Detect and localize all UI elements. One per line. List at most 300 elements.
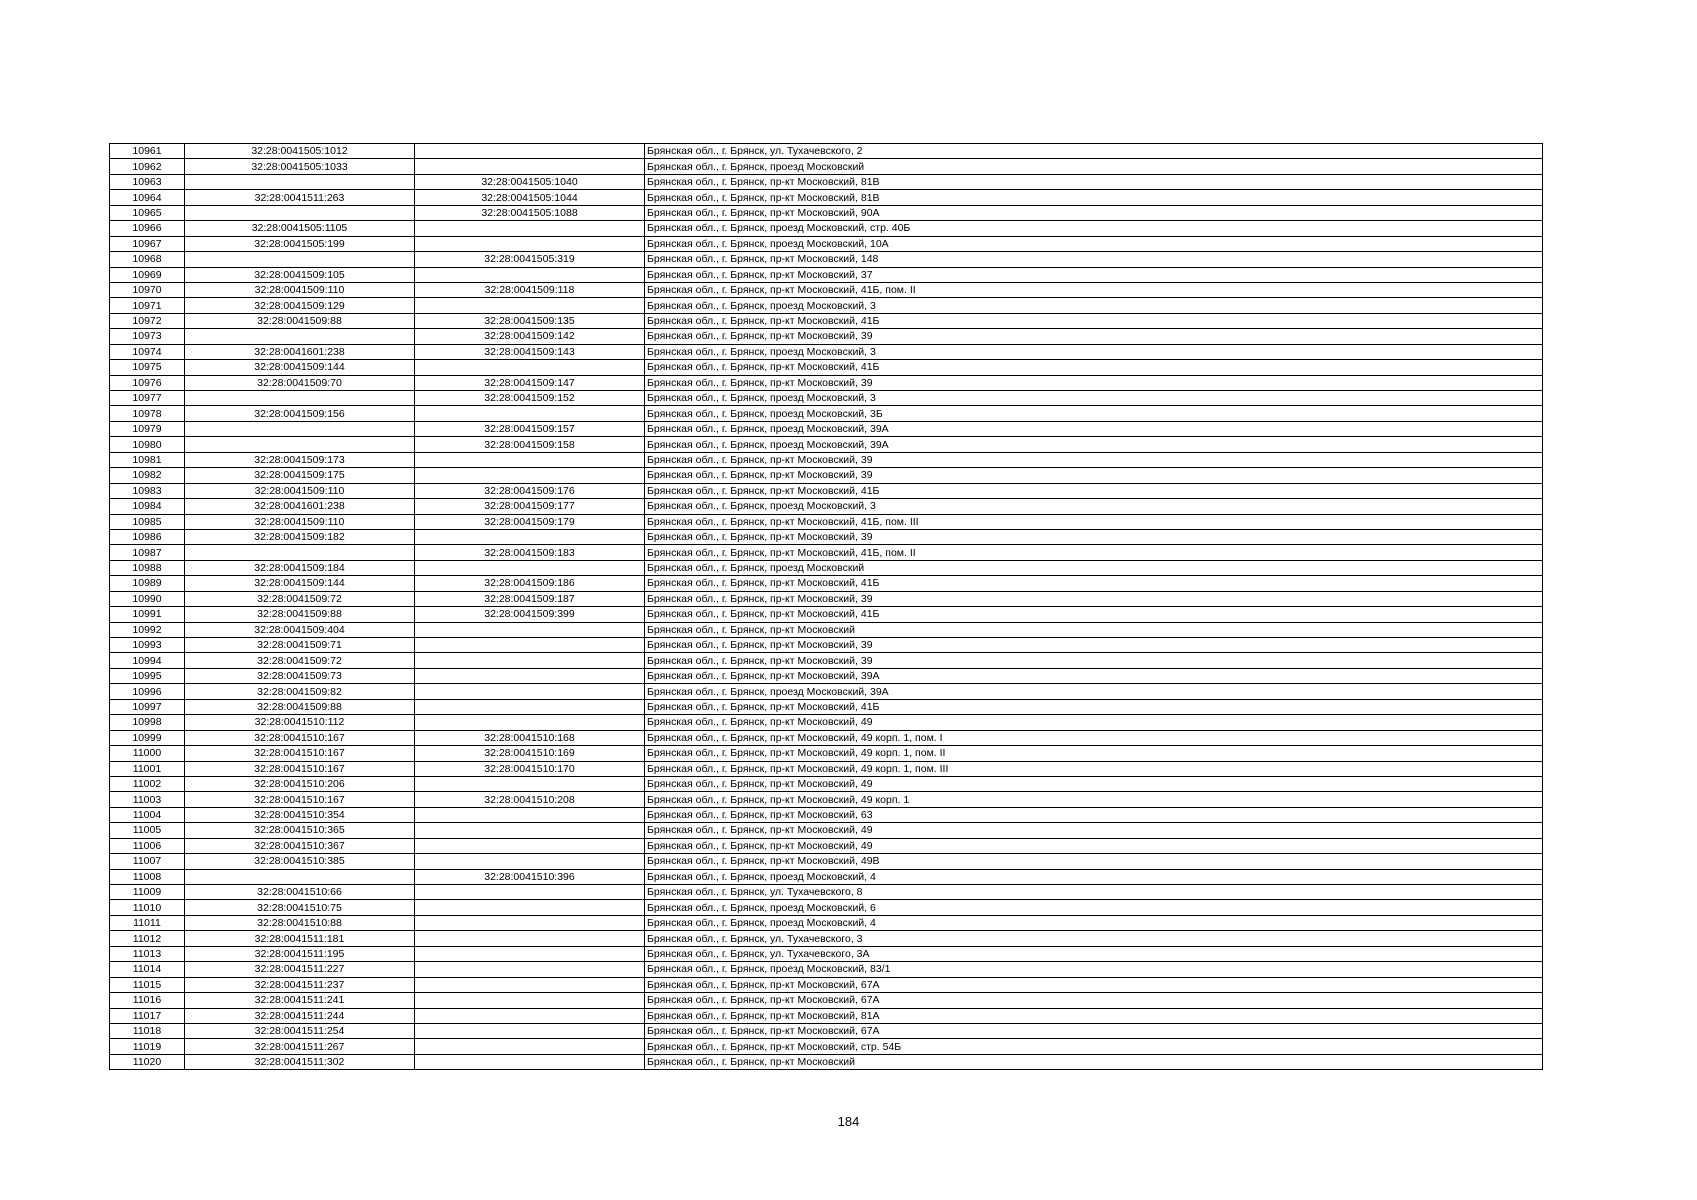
related-cadastral-number-cell — [415, 1054, 645, 1069]
row-number-cell: 10961 — [110, 144, 185, 159]
address-cell: Брянская обл., г. Брянск, проезд Московский, 83/1 — [645, 962, 1543, 977]
cadastral-number-cell: 32:28:0041510:367 — [185, 838, 415, 853]
related-cadastral-number-cell — [415, 1039, 645, 1054]
table-row — [110, 854, 1543, 869]
cadastral-number-cell: 32:28:0041510:365 — [185, 823, 415, 838]
table-row — [110, 993, 1543, 1008]
related-cadastral-number-cell: 32:28:0041509:187 — [415, 591, 645, 606]
cadastral-number-cell: 32:28:0041510:206 — [185, 776, 415, 791]
related-cadastral-number-cell: 32:28:0041509:158 — [415, 437, 645, 452]
address-cell: Брянская обл., г. Брянск, пр-кт Московский, 39А — [645, 668, 1543, 683]
address-cell: Брянская обл., г. Брянск, пр-кт Московский, 81В — [645, 174, 1543, 189]
table-row — [110, 715, 1543, 730]
table-row — [110, 931, 1543, 946]
related-cadastral-number-cell: 32:28:0041510:396 — [415, 869, 645, 884]
row-number-cell: 10970 — [110, 282, 185, 297]
row-number-cell: 11018 — [110, 1023, 185, 1038]
table-row — [110, 915, 1543, 930]
address-cell: Брянская обл., г. Брянск, ул. Тухачевского, 8 — [645, 885, 1543, 900]
row-number-cell: 11010 — [110, 900, 185, 915]
address-cell: Брянская обл., г. Брянск, пр-кт Московский, 90А — [645, 205, 1543, 220]
table-row — [110, 699, 1543, 714]
cadastral-number-cell: 32:28:0041511:302 — [185, 1054, 415, 1069]
row-number-cell: 11006 — [110, 838, 185, 853]
table-row — [110, 267, 1543, 282]
related-cadastral-number-cell: 32:28:0041509:177 — [415, 499, 645, 514]
address-cell: Брянская обл., г. Брянск, пр-кт Московский, 49 — [645, 823, 1543, 838]
address-cell: Брянская обл., г. Брянск, пр-кт Московский, 49В — [645, 854, 1543, 869]
address-cell: Брянская обл., г. Брянск, пр-кт Московский, 63 — [645, 807, 1543, 822]
table-row — [110, 144, 1543, 159]
related-cadastral-number-cell — [415, 854, 645, 869]
address-cell: Брянская обл., г. Брянск, пр-кт Московский, 81В — [645, 190, 1543, 205]
related-cadastral-number-cell — [415, 622, 645, 637]
row-number-cell: 11015 — [110, 977, 185, 992]
address-cell: Брянская обл., г. Брянск, пр-кт Московский, 49 корп. 1 — [645, 792, 1543, 807]
cadastral-number-cell: 32:28:0041509:175 — [185, 468, 415, 483]
address-cell: Брянская обл., г. Брянск, пр-кт Московский, 41Б, пом. II — [645, 282, 1543, 297]
table-body — [110, 144, 1543, 1070]
related-cadastral-number-cell: 32:28:0041509:399 — [415, 607, 645, 622]
table-row — [110, 684, 1543, 699]
table-row — [110, 529, 1543, 544]
row-number-cell: 11011 — [110, 915, 185, 930]
row-number-cell: 10985 — [110, 514, 185, 529]
cadastral-number-cell: 32:28:0041511:244 — [185, 1008, 415, 1023]
table-row — [110, 174, 1543, 189]
address-cell: Брянская обл., г. Брянск, пр-кт Московский — [645, 1054, 1543, 1069]
address-cell: Брянская обл., г. Брянск, проезд Московский, 39А — [645, 684, 1543, 699]
address-cell: Брянская обл., г. Брянск, пр-кт Московский, 41Б — [645, 607, 1543, 622]
address-cell: Брянская обл., г. Брянск, пр-кт Московский, 39 — [645, 468, 1543, 483]
cadastral-number-cell: 32:28:0041511:254 — [185, 1023, 415, 1038]
cadastral-number-cell: 32:28:0041505:1012 — [185, 144, 415, 159]
address-cell: Брянская обл., г. Брянск, пр-кт Московский, 41Б — [645, 483, 1543, 498]
cadastral-number-cell: 32:28:0041511:267 — [185, 1039, 415, 1054]
row-number-cell: 10969 — [110, 267, 185, 282]
cadastral-number-cell: 32:28:0041509:110 — [185, 514, 415, 529]
table-row — [110, 900, 1543, 915]
table-row — [110, 668, 1543, 683]
table-row — [110, 838, 1543, 853]
address-cell: Брянская обл., г. Брянск, пр-кт Московский, 39 — [645, 591, 1543, 606]
cadastral-number-cell: 32:28:0041511:181 — [185, 931, 415, 946]
related-cadastral-number-cell: 32:28:0041509:176 — [415, 483, 645, 498]
row-number-cell: 10984 — [110, 499, 185, 514]
row-number-cell: 10979 — [110, 421, 185, 436]
related-cadastral-number-cell: 32:28:0041505:1088 — [415, 205, 645, 220]
table-row — [110, 452, 1543, 467]
row-number-cell: 11016 — [110, 993, 185, 1008]
related-cadastral-number-cell — [415, 946, 645, 961]
related-cadastral-number-cell — [415, 993, 645, 1008]
address-cell: Брянская обл., г. Брянск, пр-кт Московский, 67А — [645, 977, 1543, 992]
related-cadastral-number-cell — [415, 885, 645, 900]
row-number-cell: 10972 — [110, 313, 185, 328]
table-row — [110, 823, 1543, 838]
row-number-cell: 11020 — [110, 1054, 185, 1069]
cadastral-number-cell: 32:28:0041509:156 — [185, 406, 415, 421]
row-number-cell: 10993 — [110, 638, 185, 653]
cadastral-number-cell: 32:28:0041511:237 — [185, 977, 415, 992]
row-number-cell: 11017 — [110, 1008, 185, 1023]
address-cell: Брянская обл., г. Брянск, пр-кт Московский, 41Б — [645, 360, 1543, 375]
cadastral-number-cell: 32:28:0041510:112 — [185, 715, 415, 730]
table-row — [110, 807, 1543, 822]
cadastral-number-cell — [185, 252, 415, 267]
table-row — [110, 236, 1543, 251]
cadastral-number-cell — [185, 437, 415, 452]
related-cadastral-number-cell: 32:28:0041509:152 — [415, 391, 645, 406]
related-cadastral-number-cell — [415, 236, 645, 251]
related-cadastral-number-cell — [415, 838, 645, 853]
cadastral-number-cell: 32:28:0041509:182 — [185, 529, 415, 544]
address-cell: Брянская обл., г. Брянск, проезд Московский — [645, 159, 1543, 174]
row-number-cell: 11004 — [110, 807, 185, 822]
cadastral-number-cell: 32:28:0041510:88 — [185, 915, 415, 930]
related-cadastral-number-cell: 32:28:0041505:319 — [415, 252, 645, 267]
related-cadastral-number-cell — [415, 144, 645, 159]
address-cell: Брянская обл., г. Брянск, пр-кт Московский, 81А — [645, 1008, 1543, 1023]
row-number-cell: 11013 — [110, 946, 185, 961]
table-row — [110, 437, 1543, 452]
address-cell: Брянская обл., г. Брянск, пр-кт Московский, 49 корп. 1, пом. I — [645, 730, 1543, 745]
row-number-cell: 10978 — [110, 406, 185, 421]
row-number-cell: 10981 — [110, 452, 185, 467]
table-row — [110, 360, 1543, 375]
row-number-cell: 10964 — [110, 190, 185, 205]
related-cadastral-number-cell: 32:28:0041509:186 — [415, 576, 645, 591]
cadastral-number-cell: 32:28:0041509:88 — [185, 607, 415, 622]
table-row — [110, 962, 1543, 977]
row-number-cell: 10973 — [110, 329, 185, 344]
address-cell: Брянская обл., г. Брянск, пр-кт Московский, 37 — [645, 267, 1543, 282]
row-number-cell: 10997 — [110, 699, 185, 714]
related-cadastral-number-cell: 32:28:0041505:1044 — [415, 190, 645, 205]
address-cell: Брянская обл., г. Брянск, пр-кт Московский, 41Б — [645, 313, 1543, 328]
table-row — [110, 1054, 1543, 1069]
address-cell: Брянская обл., г. Брянск, проезд Московский, 3Б — [645, 406, 1543, 421]
table-row — [110, 391, 1543, 406]
address-cell: Брянская обл., г. Брянск, проезд Московский, 4 — [645, 869, 1543, 884]
row-number-cell: 11001 — [110, 761, 185, 776]
cadastral-number-cell — [185, 421, 415, 436]
address-cell: Брянская обл., г. Брянск, пр-кт Московский, 67А — [645, 993, 1543, 1008]
row-number-cell: 10976 — [110, 375, 185, 390]
cadastral-number-cell: 32:28:0041510:75 — [185, 900, 415, 915]
table-row — [110, 792, 1543, 807]
address-cell: Брянская обл., г. Брянск, ул. Тухачевского, 2 — [645, 144, 1543, 159]
related-cadastral-number-cell — [415, 977, 645, 992]
cadastral-number-cell: 32:28:0041601:238 — [185, 344, 415, 359]
cadastral-number-cell: 32:28:0041510:385 — [185, 854, 415, 869]
row-number-cell: 10971 — [110, 298, 185, 313]
address-cell: Брянская обл., г. Брянск, пр-кт Московский, 49 — [645, 715, 1543, 730]
table-row — [110, 252, 1543, 267]
related-cadastral-number-cell — [415, 931, 645, 946]
table-row — [110, 468, 1543, 483]
related-cadastral-number-cell: 32:28:0041505:1040 — [415, 174, 645, 189]
address-cell: Брянская обл., г. Брянск, пр-кт Московский, 49 — [645, 838, 1543, 853]
address-cell: Брянская обл., г. Брянск, проезд Московский, 4 — [645, 915, 1543, 930]
row-number-cell: 11007 — [110, 854, 185, 869]
row-number-cell: 10989 — [110, 576, 185, 591]
row-number-cell: 10966 — [110, 221, 185, 236]
cadastral-number-cell: 32:28:0041509:88 — [185, 313, 415, 328]
table-row — [110, 406, 1543, 421]
table-row — [110, 282, 1543, 297]
table-row — [110, 591, 1543, 606]
table-row — [110, 622, 1543, 637]
address-cell: Брянская обл., г. Брянск, пр-кт Московский, 67А — [645, 1023, 1543, 1038]
cadastral-number-cell — [185, 205, 415, 220]
address-cell: Брянская обл., г. Брянск, пр-кт Московский, 148 — [645, 252, 1543, 267]
cadastral-number-cell: 32:28:0041510:167 — [185, 746, 415, 761]
address-cell: Брянская обл., г. Брянск, ул. Тухачевского, 3 — [645, 931, 1543, 946]
related-cadastral-number-cell — [415, 1008, 645, 1023]
related-cadastral-number-cell — [415, 915, 645, 930]
address-cell: Брянская обл., г. Брянск, пр-кт Московский, стр. 54Б — [645, 1039, 1543, 1054]
related-cadastral-number-cell — [415, 159, 645, 174]
address-cell: Брянская обл., г. Брянск, пр-кт Московский, 39 — [645, 375, 1543, 390]
related-cadastral-number-cell — [415, 1023, 645, 1038]
related-cadastral-number-cell: 32:28:0041510:169 — [415, 746, 645, 761]
address-cell: Брянская обл., г. Брянск, проезд Московский — [645, 560, 1543, 575]
related-cadastral-number-cell: 32:28:0041509:142 — [415, 329, 645, 344]
address-cell: Брянская обл., г. Брянск, проезд Московский, 6 — [645, 900, 1543, 915]
table-row — [110, 159, 1543, 174]
address-cell: Брянская обл., г. Брянск, пр-кт Московский, 49 — [645, 776, 1543, 791]
address-cell: Брянская обл., г. Брянск, проезд Московский, 3 — [645, 499, 1543, 514]
address-cell: Брянская обл., г. Брянск, проезд Московский, 39А — [645, 421, 1543, 436]
table-row — [110, 885, 1543, 900]
cadastral-number-cell — [185, 329, 415, 344]
related-cadastral-number-cell — [415, 900, 645, 915]
cadastral-number-cell — [185, 391, 415, 406]
related-cadastral-number-cell: 32:28:0041509:183 — [415, 545, 645, 560]
address-cell: Брянская обл., г. Брянск, проезд Московский, 10А — [645, 236, 1543, 251]
related-cadastral-number-cell — [415, 452, 645, 467]
address-cell: Брянская обл., г. Брянск, пр-кт Московский — [645, 622, 1543, 637]
related-cadastral-number-cell — [415, 221, 645, 236]
related-cadastral-number-cell: 32:28:0041510:168 — [415, 730, 645, 745]
cadastral-number-cell: 32:28:0041510:66 — [185, 885, 415, 900]
related-cadastral-number-cell — [415, 776, 645, 791]
row-number-cell: 10977 — [110, 391, 185, 406]
row-number-cell: 10998 — [110, 715, 185, 730]
row-number-cell: 10963 — [110, 174, 185, 189]
table-row — [110, 298, 1543, 313]
table-row — [110, 1039, 1543, 1054]
cadastral-number-cell: 32:28:0041509:88 — [185, 699, 415, 714]
cadastral-number-cell — [185, 545, 415, 560]
cadastral-number-cell: 32:28:0041509:404 — [185, 622, 415, 637]
row-number-cell: 10962 — [110, 159, 185, 174]
cadastral-number-cell — [185, 869, 415, 884]
cadastral-number-cell: 32:28:0041601:238 — [185, 499, 415, 514]
row-number-cell: 11000 — [110, 746, 185, 761]
table-row — [110, 499, 1543, 514]
related-cadastral-number-cell — [415, 823, 645, 838]
address-cell: Брянская обл., г. Брянск, пр-кт Московский, 41Б — [645, 576, 1543, 591]
row-number-cell: 10965 — [110, 205, 185, 220]
row-number-cell: 11009 — [110, 885, 185, 900]
table-row — [110, 483, 1543, 498]
cadastral-number-cell: 32:28:0041511:195 — [185, 946, 415, 961]
cadastral-number-cell: 32:28:0041509:110 — [185, 282, 415, 297]
row-number-cell: 10995 — [110, 668, 185, 683]
row-number-cell: 11008 — [110, 869, 185, 884]
address-cell: Брянская обл., г. Брянск, пр-кт Московский, 41Б — [645, 699, 1543, 714]
row-number-cell: 10999 — [110, 730, 185, 745]
address-cell: Брянская обл., г. Брянск, пр-кт Московский, 49 корп. 1, пом. II — [645, 746, 1543, 761]
cadastral-number-cell: 32:28:0041509:105 — [185, 267, 415, 282]
cadastral-number-cell: 32:28:0041510:167 — [185, 761, 415, 776]
cadastral-number-cell: 32:28:0041509:173 — [185, 452, 415, 467]
related-cadastral-number-cell — [415, 298, 645, 313]
related-cadastral-number-cell: 32:28:0041509:135 — [415, 313, 645, 328]
row-number-cell: 11014 — [110, 962, 185, 977]
table-row — [110, 221, 1543, 236]
row-number-cell: 10996 — [110, 684, 185, 699]
cadastral-number-cell: 32:28:0041511:263 — [185, 190, 415, 205]
address-cell: Брянская обл., г. Брянск, пр-кт Московский, 39 — [645, 653, 1543, 668]
related-cadastral-number-cell — [415, 684, 645, 699]
cadastral-number-cell: 32:28:0041509:129 — [185, 298, 415, 313]
row-number-cell: 10990 — [110, 591, 185, 606]
cadastral-number-cell: 32:28:0041505:1105 — [185, 221, 415, 236]
row-number-cell: 10968 — [110, 252, 185, 267]
address-cell: Брянская обл., г. Брянск, проезд Московский, 3 — [645, 391, 1543, 406]
cadastral-number-cell: 32:28:0041510:354 — [185, 807, 415, 822]
cadastral-number-cell: 32:28:0041509:144 — [185, 576, 415, 591]
row-number-cell: 10975 — [110, 360, 185, 375]
address-cell: Брянская обл., г. Брянск, пр-кт Московский, 49 корп. 1, пом. III — [645, 761, 1543, 776]
related-cadastral-number-cell: 32:28:0041509:179 — [415, 514, 645, 529]
row-number-cell: 10967 — [110, 236, 185, 251]
address-cell: Брянская обл., г. Брянск, ул. Тухачевского, 3А — [645, 946, 1543, 961]
table-row — [110, 638, 1543, 653]
related-cadastral-number-cell: 32:28:0041510:208 — [415, 792, 645, 807]
table-row — [110, 190, 1543, 205]
table-row — [110, 576, 1543, 591]
related-cadastral-number-cell: 32:28:0041509:157 — [415, 421, 645, 436]
address-cell: Брянская обл., г. Брянск, проезд Московский, 3 — [645, 344, 1543, 359]
related-cadastral-number-cell — [415, 468, 645, 483]
cadastral-number-cell: 32:28:0041505:199 — [185, 236, 415, 251]
cadastral-number-cell: 32:28:0041509:184 — [185, 560, 415, 575]
cadastral-number-cell: 32:28:0041509:144 — [185, 360, 415, 375]
related-cadastral-number-cell — [415, 653, 645, 668]
related-cadastral-number-cell — [415, 638, 645, 653]
cadastral-number-cell: 32:28:0041505:1033 — [185, 159, 415, 174]
related-cadastral-number-cell: 32:28:0041510:170 — [415, 761, 645, 776]
table-row — [110, 1008, 1543, 1023]
table-row — [110, 313, 1543, 328]
related-cadastral-number-cell — [415, 715, 645, 730]
registry-table — [109, 143, 1543, 1070]
address-cell: Брянская обл., г. Брянск, пр-кт Московский, 39 — [645, 638, 1543, 653]
address-cell: Брянская обл., г. Брянск, пр-кт Московский, 41Б, пом. III — [645, 514, 1543, 529]
row-number-cell: 11019 — [110, 1039, 185, 1054]
table-row — [110, 730, 1543, 745]
table-row — [110, 607, 1543, 622]
table-row — [110, 946, 1543, 961]
row-number-cell: 10982 — [110, 468, 185, 483]
cadastral-number-cell: 32:28:0041509:71 — [185, 638, 415, 653]
cadastral-number-cell: 32:28:0041511:241 — [185, 993, 415, 1008]
related-cadastral-number-cell — [415, 529, 645, 544]
cadastral-number-cell: 32:28:0041509:72 — [185, 653, 415, 668]
row-number-cell: 10994 — [110, 653, 185, 668]
table-row — [110, 375, 1543, 390]
address-cell: Брянская обл., г. Брянск, пр-кт Московский, 39 — [645, 452, 1543, 467]
address-cell: Брянская обл., г. Брянск, пр-кт Московский, 39 — [645, 529, 1543, 544]
related-cadastral-number-cell — [415, 668, 645, 683]
related-cadastral-number-cell — [415, 560, 645, 575]
table-row — [110, 776, 1543, 791]
row-number-cell: 10988 — [110, 560, 185, 575]
row-number-cell: 10980 — [110, 437, 185, 452]
table-row — [110, 869, 1543, 884]
table-row — [110, 205, 1543, 220]
cadastral-number-cell: 32:28:0041509:110 — [185, 483, 415, 498]
address-cell: Брянская обл., г. Брянск, проезд Московский, стр. 40Б — [645, 221, 1543, 236]
row-number-cell: 11002 — [110, 776, 185, 791]
page-number: 184 — [837, 1114, 860, 1129]
row-number-cell: 11003 — [110, 792, 185, 807]
cadastral-number-cell: 32:28:0041509:72 — [185, 591, 415, 606]
cadastral-number-cell: 32:28:0041509:82 — [185, 684, 415, 699]
related-cadastral-number-cell — [415, 406, 645, 421]
cadastral-number-cell: 32:28:0041509:70 — [185, 375, 415, 390]
related-cadastral-number-cell — [415, 360, 645, 375]
row-number-cell: 10987 — [110, 545, 185, 560]
address-cell: Брянская обл., г. Брянск, пр-кт Московский, 41Б, пом. II — [645, 545, 1543, 560]
cadastral-number-cell: 32:28:0041509:73 — [185, 668, 415, 683]
row-number-cell: 10991 — [110, 607, 185, 622]
row-number-cell: 10983 — [110, 483, 185, 498]
table-row — [110, 653, 1543, 668]
address-cell: Брянская обл., г. Брянск, проезд Московский, 39А — [645, 437, 1543, 452]
table-row — [110, 1023, 1543, 1038]
related-cadastral-number-cell: 32:28:0041509:147 — [415, 375, 645, 390]
address-cell: Брянская обл., г. Брянск, пр-кт Московский, 39 — [645, 329, 1543, 344]
table-row — [110, 560, 1543, 575]
table-row — [110, 545, 1543, 560]
row-number-cell: 10986 — [110, 529, 185, 544]
related-cadastral-number-cell: 32:28:0041509:143 — [415, 344, 645, 359]
related-cadastral-number-cell — [415, 962, 645, 977]
table-row — [110, 977, 1543, 992]
cadastral-number-cell — [185, 174, 415, 189]
related-cadastral-number-cell — [415, 807, 645, 822]
table-row — [110, 344, 1543, 359]
table-row — [110, 514, 1543, 529]
row-number-cell: 10974 — [110, 344, 185, 359]
table-row — [110, 746, 1543, 761]
table-row — [110, 761, 1543, 776]
cadastral-number-cell: 32:28:0041510:167 — [185, 730, 415, 745]
related-cadastral-number-cell — [415, 699, 645, 714]
row-number-cell: 11012 — [110, 931, 185, 946]
cadastral-number-cell: 32:28:0041511:227 — [185, 962, 415, 977]
cadastral-number-cell: 32:28:0041510:167 — [185, 792, 415, 807]
table-row — [110, 329, 1543, 344]
address-cell: Брянская обл., г. Брянск, проезд Московский, 3 — [645, 298, 1543, 313]
row-number-cell: 10992 — [110, 622, 185, 637]
related-cadastral-number-cell: 32:28:0041509:118 — [415, 282, 645, 297]
